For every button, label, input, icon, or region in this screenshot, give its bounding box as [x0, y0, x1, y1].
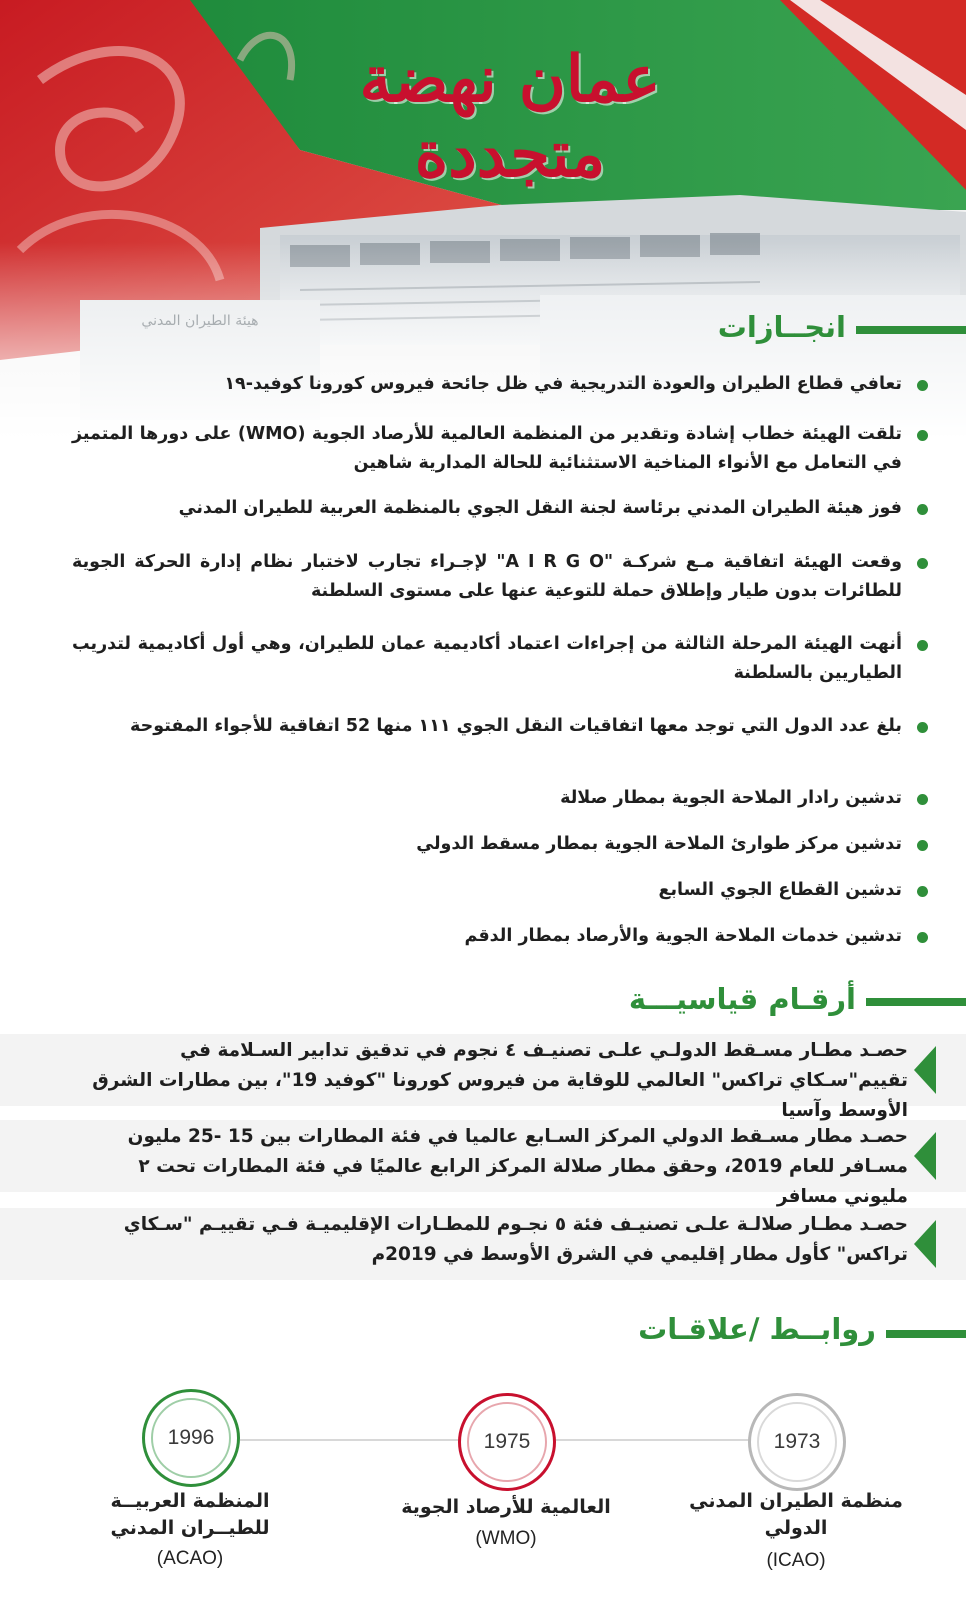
- list-item: تعافي قطاع الطيران والعودة التدريجية في ظل جائحة فيروس كورونا كوفيد-١٩: [72, 370, 902, 399]
- list-item: تلقت الهيئة خطاب إشادة وتقدير من المنظمة العالمية للأرصاد الجوية (WMO) على دورها المتميز في التعامل مع الأنواء المناخية الاستثنائية للحالة المدارية شاهين: [72, 420, 902, 478]
- achievements-heading: [717, 310, 846, 344]
- list-item: تدشين خدمات الملاحة الجوية والأرصاد بمطار الدقم: [72, 922, 902, 951]
- year-circle-icao: [748, 1393, 846, 1491]
- record-item: حصـد مطـار مسـقط الدولـي علـى تصنيـف ٤ نجوم في تدقيق تدابير السـلامة في تقييم"سـكاي تراكس" العالمي للوقاية من فيروس كورونا "كوفيد 19"، بين مطارات الشرق الأوسط وآسيا: [92, 1040, 908, 1121]
- bullet-dot-icon: [917, 640, 928, 651]
- year-label: 1996: [151, 1398, 231, 1478]
- bullet-dot-icon: [917, 558, 928, 569]
- achievements-title: انجــازات: [717, 310, 846, 344]
- org-abbr-acao: (ACAO): [156, 1548, 224, 1569]
- relations-heading: [638, 1312, 876, 1346]
- bullet-dot-icon: [917, 840, 928, 851]
- org-abbr-icao: (ICAO): [766, 1550, 826, 1571]
- year-circle-acao: [142, 1389, 240, 1487]
- bullet-dot-icon: [917, 886, 928, 897]
- record-item: حصـد مطـار صلالـة علـى تصنيـف فئة ٥ نجـوم للمطـارات الإقليميـة فـي تقييـم "سـكاي تراكس" كأول مطار إقليمي في الشرق الأوسط في 2019م: [123, 1214, 908, 1265]
- bullet-dot-icon: [917, 794, 928, 805]
- list-item: تدشين القطاع الجوي السابع: [72, 876, 902, 905]
- bullet-dot-icon: [917, 932, 928, 943]
- org-name-acao: المنظمة العربيــة للطيــران المدني: [110, 1490, 270, 1539]
- records-title: أرقـام قياسيـــة: [628, 982, 856, 1016]
- green-arrow-icon: [914, 1220, 936, 1268]
- bullet-dot-icon: [917, 430, 928, 441]
- relations-heading-bar: [886, 1330, 966, 1338]
- list-item: فوز هيئة الطيران المدني برئاسة لجنة النقل الجوي بالمنظمة العربية للطيران المدني: [72, 494, 902, 523]
- org-name-icao: منظمة الطيران المدني الدولي: [689, 1490, 903, 1539]
- bullet-dot-icon: [917, 722, 928, 733]
- bullet-dot-icon: [917, 380, 928, 391]
- relations-title: روابــط /علاقـات: [638, 1312, 876, 1346]
- green-arrow-icon: [914, 1132, 936, 1180]
- list-item: تدشين مركز طوارئ الملاحة الجوية بمطار مسقط الدولي: [72, 830, 902, 859]
- records-heading-bar: [866, 998, 966, 1006]
- green-arrow-icon: [914, 1046, 936, 1094]
- year-label: 1973: [757, 1402, 837, 1482]
- list-item: بلغ عدد الدول التي توجد معها اتفاقيات النقل الجوي ١١١ منها 52 اتفاقية للأجواء المفتوحة: [72, 712, 902, 741]
- list-item: وقعت الهيئة اتفاقية مـع شركـة "A I R G O" لإجـراء تجارب لاختبار نظام إدارة الحركة الجوية للطائرات بدون طيار وإطلاق حملة للتوعية عنها على مستوى السلطنة: [72, 548, 902, 606]
- achievements-heading-bar: [856, 326, 966, 334]
- year-label: 1975: [467, 1402, 547, 1482]
- hero-title: عمان نهضة متجددة: [359, 42, 661, 192]
- records-heading: [628, 982, 856, 1016]
- list-item: أنهت الهيئة المرحلة الثالثة من إجراءات اعتماد أكاديمية عمان للطيران، وهي أول أكاديمية لتدريب الطياريين بالسلطنة: [72, 630, 902, 688]
- record-item: حصـد مطار مسـقط الدولي المركز السـابع عالميا في فئة المطارات بين 15 -25 مليون مسـافر للعام 2019، وحقق مطار صلالة المركز الرابع عالميًا في فئة المطارات تحت ٢ مليوني مسافر: [127, 1126, 908, 1207]
- list-item: تدشين رادار الملاحة الجوية بمطار صلالة: [72, 784, 902, 813]
- year-circle-wmo: [458, 1393, 556, 1491]
- bullet-dot-icon: [917, 504, 928, 515]
- org-abbr-wmo: (WMO): [475, 1528, 537, 1549]
- org-name-wmo: العالمية للأرصاد الجوية: [401, 1496, 611, 1518]
